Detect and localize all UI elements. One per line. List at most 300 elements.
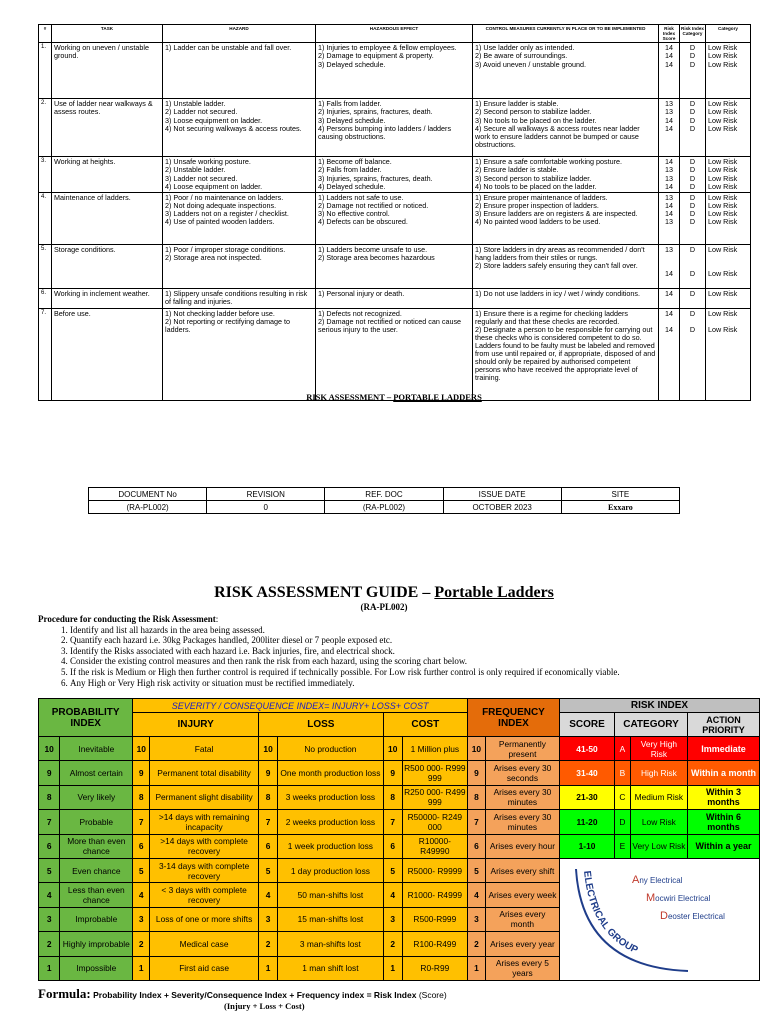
- cell-line: 3) Ladders not on a register / checklist.: [165, 208, 289, 218]
- risk-action: Within a year: [688, 834, 760, 858]
- risk-assessment-table: [38, 24, 751, 401]
- cell-line: D: [689, 43, 696, 53]
- logo-arc-text: ELECTRICAL GROUP: [580, 870, 639, 957]
- risk-header-cell: TASK: [52, 25, 163, 43]
- probability-label: Very likely: [60, 785, 133, 809]
- frequency-number: 8: [467, 785, 485, 809]
- cell-line: D: [689, 99, 696, 109]
- cell-line: Low Risk: [708, 308, 738, 318]
- cell-line: Low Risk: [708, 59, 738, 69]
- cell-line: 2) Ensure ladder is stable.: [475, 165, 559, 175]
- injury-label: >14 days with remaining incapacity: [150, 810, 259, 834]
- score-header: SCORE: [560, 713, 615, 737]
- risk-row: [39, 99, 751, 157]
- cell-line: D: [689, 216, 696, 226]
- cell-line: D: [689, 107, 696, 117]
- risk-row: [39, 157, 751, 192]
- cell-line: 1) Defects not recognized.: [318, 308, 402, 318]
- cell-line: 3) Delayed schedule.: [318, 59, 386, 69]
- cell-line: 2) Designate a person to be responsible for carrying out these checks who is considered competent to do so. Ladders found to be faulty must be labeled and removed from use until repaired or, if appropriate, disposed of and should only be repaired by authorised competent persons who have received the appropriate level of training.: [475, 324, 656, 383]
- cell-line: 2) Be aware of surroundings.: [475, 51, 568, 61]
- loss-number: 1: [259, 956, 278, 980]
- cost-number: 8: [383, 785, 402, 809]
- frequency-number: 2: [467, 932, 485, 956]
- cat-cell: [680, 288, 706, 308]
- document-info-table: [88, 487, 680, 514]
- frequency-label: Arises every month: [485, 907, 559, 931]
- company-logo: [560, 858, 760, 980]
- loss-label: 1 man shift lost: [278, 956, 384, 980]
- cat-cell: [680, 192, 706, 244]
- frequency-index-header: FREQUENCY INDEX: [467, 699, 559, 737]
- category-cell: [706, 288, 751, 308]
- cell-line: 2) Unstable ladder.: [165, 165, 226, 175]
- cat-cell: [680, 157, 706, 192]
- loss-label: 2 weeks production loss: [278, 810, 384, 834]
- injury-number: 9: [133, 761, 150, 785]
- guide-title: [0, 584, 768, 602]
- cost-number: 3: [383, 907, 402, 931]
- cell-line: 13: [665, 192, 673, 202]
- cost-number: 1: [383, 956, 402, 980]
- effect-cell: [316, 192, 473, 244]
- probability-label: Almost certain: [60, 761, 133, 785]
- frequency-label: Permanently present: [485, 737, 559, 761]
- hazard-cell: [163, 43, 316, 99]
- injury-number: 7: [133, 810, 150, 834]
- hazard-cell: [163, 288, 316, 308]
- cell-line: 14: [665, 181, 673, 191]
- probability-number: 2: [39, 932, 60, 956]
- cell-line: 13: [665, 165, 673, 175]
- cell-line: 3) Avoid uneven / unstable ground.: [475, 59, 586, 69]
- loss-number: 4: [259, 883, 278, 907]
- cost-number: 2: [383, 932, 402, 956]
- cell-line: Low Risk: [708, 157, 738, 167]
- cell-line: D: [689, 181, 696, 191]
- loss-label: 50 man-shifts lost: [278, 883, 384, 907]
- injury-header: INJURY: [133, 713, 259, 737]
- cell-line: 3) Loose equipment on ladder.: [165, 115, 263, 125]
- doc-header-site: SITE: [561, 488, 679, 501]
- procedure-colon: :: [215, 614, 219, 624]
- risk-score: 41-50: [560, 737, 615, 761]
- risk-row: [39, 192, 751, 244]
- cell-line: 1) Ensure a safe comfortable working posture.: [475, 157, 623, 167]
- probability-label: Inevitable: [60, 737, 133, 761]
- cell-line: 2) Damage not rectified or noticed can cause serious injury to the user.: [318, 316, 462, 334]
- cell-line: 13: [665, 244, 673, 254]
- cost-label: R1000- R4999: [402, 883, 467, 907]
- risk-letter: A: [615, 737, 631, 761]
- frequency-label: Arises every 5 years: [485, 956, 559, 980]
- cell-line: 3) Ensure ladders are on registers & are inspected.: [475, 208, 638, 218]
- score-cell: [659, 157, 680, 192]
- cell-line: Low Risk: [708, 216, 738, 226]
- cell-line: D: [689, 200, 696, 210]
- risk-table-body: [39, 43, 751, 400]
- probability-label: Improbable: [60, 907, 133, 931]
- control-cell: [473, 43, 659, 99]
- cell-line: 14: [665, 115, 673, 125]
- frequency-number: 7: [467, 810, 485, 834]
- action-priority-header: ACTION PRIORITY: [688, 713, 760, 737]
- cell-line: 3) Injuries, sprains, fractures, death.: [318, 173, 433, 183]
- row-number: 6.: [39, 288, 52, 308]
- doc-header-ref-doc: REF. DOC: [325, 488, 443, 501]
- risk-row: [39, 308, 751, 400]
- cell-line: 1) Injuries to employee & fellow employees.: [318, 43, 457, 53]
- cell-line: 1) Ladders not safe to use.: [318, 192, 404, 202]
- guide-ref: (RA-PL002): [360, 602, 408, 612]
- cell-line: Low Risk: [708, 51, 738, 61]
- cell-line: D: [689, 173, 696, 183]
- cell-line: 1) Ladder can be unstable and fall over.: [165, 43, 292, 53]
- procedure-step: 1. Identify and list all hazards in the area being assessed.: [70, 625, 758, 636]
- cell-line: 2) Storage area becomes hazardous: [318, 252, 435, 262]
- cell-line: 2) Store ladders safely ensuring they can't fall over.: [475, 260, 638, 270]
- score-cell: [659, 99, 680, 157]
- loss-number: 5: [259, 858, 278, 882]
- index-table-body: [39, 737, 760, 981]
- cell-line: D: [689, 268, 696, 278]
- score-cell: [659, 288, 680, 308]
- risk-header-cell: CONTROL MEASURES CURRENTLY IN PLACE OR TO BE IMPLEMENTED: [473, 25, 659, 43]
- probability-number: 7: [39, 810, 60, 834]
- control-cell: [473, 244, 659, 288]
- loss-label: 1 week production loss: [278, 834, 384, 858]
- logo-line-1: Any Electrical: [631, 874, 682, 887]
- cell-line: 1) Poor / no maintenance on ladders.: [165, 192, 284, 202]
- procedure-step: 6. Any High or Very High risk activity or situation must be rectified immediately.: [70, 678, 758, 689]
- cell-line: 2) Not reporting or rectifying damage to ladders.: [165, 316, 291, 334]
- probability-number: 10: [39, 737, 60, 761]
- hazard-cell: [163, 157, 316, 192]
- effect-cell: [316, 244, 473, 288]
- cell-line: 4) Not securing walkways & access routes.: [165, 123, 302, 133]
- control-cell: [473, 288, 659, 308]
- frequency-number: 10: [467, 737, 485, 761]
- cell-line: 14: [665, 200, 673, 210]
- row-number: 3.: [39, 157, 52, 192]
- task-cell: Before use.: [52, 308, 163, 400]
- category-cell: [706, 192, 751, 244]
- cell-line: Low Risk: [708, 99, 738, 109]
- frequency-label: Arises every week: [485, 883, 559, 907]
- row-number: 4.: [39, 192, 52, 244]
- cell-line: Low Risk: [708, 173, 738, 183]
- cost-number: 10: [383, 737, 402, 761]
- probability-number: 4: [39, 883, 60, 907]
- cell-line: 3) Ladder not secured.: [165, 173, 238, 183]
- cell-line: 4) Delayed schedule.: [318, 181, 386, 191]
- loss-number: 2: [259, 932, 278, 956]
- cell-line: Low Risk: [708, 192, 738, 202]
- loss-label: 15 man-shifts lost: [278, 907, 384, 931]
- frequency-label: Arises every shift: [485, 858, 559, 882]
- control-cell: [473, 308, 659, 400]
- cell-line: 1) Ensure there is a regime for checking ladders regularly and that these checks are recorded.: [475, 308, 629, 326]
- risk-letter: D: [615, 810, 631, 834]
- cell-line: D: [689, 192, 696, 202]
- effect-cell: [316, 288, 473, 308]
- risk-header-cell: Risk Index Score: [659, 25, 680, 43]
- hazard-cell: [163, 244, 316, 288]
- cell-line: 2) Second person to stabilize ladder.: [475, 107, 592, 117]
- cell-line: 14: [665, 208, 673, 218]
- cost-label: R100-R499: [402, 932, 467, 956]
- index-row: [39, 761, 760, 785]
- injury-number: 10: [133, 737, 150, 761]
- cell-line: Low Risk: [708, 165, 738, 175]
- risk-category: High Risk: [630, 761, 687, 785]
- risk-row: [39, 43, 751, 99]
- injury-number: 5: [133, 858, 150, 882]
- cell-line: 3) Second person to stabilize ladder.: [475, 173, 592, 183]
- hazard-cell: [163, 308, 316, 400]
- probability-label: More than even chance: [60, 834, 133, 858]
- category-cell: [706, 244, 751, 288]
- risk-header-cell: #: [39, 25, 52, 43]
- procedure-heading: Procedure for conducting the Risk Assessment: [38, 614, 216, 624]
- cell-line: D: [689, 308, 696, 318]
- cell-line: Low Risk: [708, 200, 738, 210]
- row-number: 2.: [39, 99, 52, 157]
- frequency-number: 5: [467, 858, 485, 882]
- probability-number: 5: [39, 858, 60, 882]
- cell-line: 14: [665, 268, 673, 278]
- probability-label: Impossible: [60, 956, 133, 980]
- risk-letter: C: [615, 785, 631, 809]
- task-cell: Working in inclement weather.: [52, 288, 163, 308]
- loss-number: 9: [259, 761, 278, 785]
- score-cell: [659, 244, 680, 288]
- task-cell: Working on uneven / unstable ground.: [52, 43, 163, 99]
- injury-label: First aid case: [150, 956, 259, 980]
- cell-line: 13: [665, 173, 673, 183]
- procedure-step: 5. If the risk is Medium or High then further control is required if technically possible. For Low risk further control is only required if economically viable.: [70, 667, 758, 678]
- risk-index-table: [38, 698, 760, 981]
- cell-line: 2) Not doing adequate inspections.: [165, 200, 277, 210]
- formula-text: Probability Index + Severity/Consequence Index + Frequency index = Risk Index: [93, 990, 417, 1000]
- cell-line: D: [689, 165, 696, 175]
- risk-score: 11-20: [560, 810, 615, 834]
- probability-number: 6: [39, 834, 60, 858]
- cell-line: 2) Injuries, sprains, fractures, death.: [318, 107, 433, 117]
- risk-action: Within a month: [688, 761, 760, 785]
- cell-line: D: [689, 51, 696, 61]
- cell-line: 4) Persons bumping into ladders / ladders causing obstructions.: [318, 123, 452, 141]
- loss-header: LOSS: [259, 713, 384, 737]
- cell-line: 1) Ensure ladder is stable.: [475, 99, 559, 109]
- risk-header-cell: HAZARDOUS EFFECT: [316, 25, 473, 43]
- risk-action: Within 6 months: [688, 810, 760, 834]
- index-row: [39, 858, 760, 882]
- task-cell: Working at heights.: [52, 157, 163, 192]
- injury-label: Permanent slight disability: [150, 785, 259, 809]
- caption-prefix: RISK ASSESSMENT –: [306, 392, 394, 402]
- cell-line: 2) Ladder not secured.: [165, 107, 238, 117]
- row-number: 1.: [39, 43, 52, 99]
- frequency-number: 9: [467, 761, 485, 785]
- control-cell: [473, 99, 659, 157]
- cell-line: 1) Not checking ladder before use.: [165, 308, 275, 318]
- frequency-label: Arises every year: [485, 932, 559, 956]
- injury-label: Loss of one or more shifts: [150, 907, 259, 931]
- cost-number: 7: [383, 810, 402, 834]
- cell-line: Low Risk: [708, 324, 738, 334]
- hazard-cell: [163, 99, 316, 157]
- cell-line: 2) Falls from ladder.: [318, 165, 382, 175]
- cell-line: D: [689, 157, 696, 167]
- score-cell: [659, 192, 680, 244]
- loss-label: 1 day production loss: [278, 858, 384, 882]
- frequency-number: 6: [467, 834, 485, 858]
- procedure-step: 4. Consider the existing control measures and then rank the risk from each hazard, using the scoring chart below.: [70, 656, 758, 667]
- cat-cell: [680, 308, 706, 400]
- cell-line: D: [689, 244, 696, 254]
- cost-label: R500 000- R999 999: [402, 761, 467, 785]
- loss-number: 3: [259, 907, 278, 931]
- guide-title-prefix: RISK ASSESSMENT GUIDE –: [214, 584, 435, 601]
- cell-line: D: [689, 208, 696, 218]
- risk-score: 1-10: [560, 834, 615, 858]
- loss-label: 3 man-shifts lost: [278, 932, 384, 956]
- cell-line: 1) Become off balance.: [318, 157, 392, 167]
- cost-number: 6: [383, 834, 402, 858]
- cell-line: 1) Personal injury or death.: [318, 288, 405, 298]
- category-cell: [706, 308, 751, 400]
- cost-label: 1 Million plus: [402, 737, 467, 761]
- cell-line: Low Risk: [708, 115, 738, 125]
- cell-line: 1) Falls from ladder.: [318, 99, 382, 109]
- severity-banner: SEVERITY / CONSEQUENCE INDEX= INJURY+ LOSS+ COST: [133, 699, 468, 713]
- formula-suffix: (Score): [416, 990, 447, 1000]
- cell-line: Low Risk: [708, 268, 738, 278]
- cell-line: Low Risk: [708, 181, 738, 191]
- cost-number: 5: [383, 858, 402, 882]
- loss-label: One month production loss: [278, 761, 384, 785]
- doc-value-document-no: (RA-PL002): [89, 501, 207, 514]
- cell-line: 4) Use of painted wooden ladders.: [165, 216, 275, 226]
- score-cell: [659, 308, 680, 400]
- cell-line: 13: [665, 99, 673, 109]
- cell-line: Low Risk: [708, 288, 738, 298]
- cell-line: D: [689, 288, 696, 298]
- effect-cell: [316, 157, 473, 192]
- probability-label: Highly improbable: [60, 932, 133, 956]
- injury-label: Fatal: [150, 737, 259, 761]
- cell-line: 14: [665, 288, 673, 298]
- risk-index-header: RISK INDEX: [560, 699, 760, 713]
- risk-action: Within 3 months: [688, 785, 760, 809]
- cell-line: D: [689, 324, 696, 334]
- effect-cell: [316, 99, 473, 157]
- cell-line: 1) Ladders become unsafe to use.: [318, 244, 428, 254]
- injury-label: Permanent total disability: [150, 761, 259, 785]
- row-number: 5.: [39, 244, 52, 288]
- cell-line: 14: [665, 308, 673, 318]
- loss-number: 10: [259, 737, 278, 761]
- risk-score: 31-40: [560, 761, 615, 785]
- logo-line-3: Deoster Electrical: [659, 910, 725, 923]
- injury-number: 8: [133, 785, 150, 809]
- cell-line: Low Risk: [708, 43, 738, 53]
- index-row: [39, 834, 760, 858]
- injury-number: 3: [133, 907, 150, 931]
- injury-label: >14 days with complete recovery: [150, 834, 259, 858]
- cell-line: 13: [665, 107, 673, 117]
- cost-label: R250 000- R499 999: [402, 785, 467, 809]
- probability-label: Less than even chance: [60, 883, 133, 907]
- formula-label: Formula:: [38, 986, 91, 1001]
- formula-line: [38, 986, 758, 1002]
- probability-label: Probable: [60, 810, 133, 834]
- cost-label: R500-R999: [402, 907, 467, 931]
- guide-title-underlined: Portable Ladders: [434, 584, 554, 601]
- doc-value-site: Exxaro: [561, 501, 679, 514]
- hazard-cell: [163, 192, 316, 244]
- category-header: CATEGORY: [615, 713, 688, 737]
- risk-category: Very Low Risk: [630, 834, 687, 858]
- task-cell: Storage conditions.: [52, 244, 163, 288]
- risk-action: Immediate: [688, 737, 760, 761]
- cell-line: 13: [665, 216, 673, 226]
- cell-line: D: [689, 59, 696, 69]
- effect-cell: [316, 43, 473, 99]
- cell-line: 3) No tools to be placed on the ladder.: [475, 115, 597, 125]
- injury-label: Medical case: [150, 932, 259, 956]
- cell-line: 1) Unstable ladder.: [165, 99, 226, 109]
- cell-line: 3) No effective control.: [318, 208, 390, 218]
- task-cell: Maintenance of ladders.: [52, 192, 163, 244]
- injury-number: 4: [133, 883, 150, 907]
- cell-line: 3) Delayed schedule.: [318, 115, 386, 125]
- cell-line: 4) No tools to be placed on the ladder.: [475, 181, 597, 191]
- cat-cell: [680, 43, 706, 99]
- cell-line: 1) Store ladders in dry areas as recommended / don't hang ladders from their stiles or rungs.: [475, 244, 645, 262]
- procedure-list: [38, 625, 758, 689]
- risk-letter: E: [615, 834, 631, 858]
- risk-row: [39, 244, 751, 288]
- loss-label: No production: [278, 737, 384, 761]
- injury-number: 2: [133, 932, 150, 956]
- procedure-step: 3. Identify the Risks associated with each hazard i.e. Back injuries, fire, and electrical shock.: [70, 646, 758, 657]
- frequency-label: Arises every 30 minutes: [485, 785, 559, 809]
- cell-line: 4) No painted wood ladders to be used.: [475, 216, 601, 226]
- probability-label: Even chance: [60, 858, 133, 882]
- cell-line: Low Risk: [708, 208, 738, 218]
- risk-table-header: [39, 25, 751, 43]
- index-row: [39, 810, 760, 834]
- procedure-step: 2. Quantify each hazard i.e. 30kg Packages handled, 200liter diesel or 7 people exposed etc.: [70, 635, 758, 646]
- loss-label: 3 weeks production loss: [278, 785, 384, 809]
- cell-line: 14: [665, 59, 673, 69]
- probability-number: 1: [39, 956, 60, 980]
- frequency-number: 3: [467, 907, 485, 931]
- formula-subline: (Injury + Loss + Cost): [224, 1001, 305, 1011]
- cat-cell: [680, 244, 706, 288]
- task-cell: Use of ladder near walkways & assess routes.: [52, 99, 163, 157]
- cell-line: 2) Ensure proper inspection of ladders.: [475, 200, 599, 210]
- cell-line: 1) Poor / improper storage conditions.: [165, 244, 286, 254]
- cell-line: 1) Do not use ladders in icy / wet / windy conditions.: [475, 288, 640, 298]
- cell-line: 4) Secure all walkways & access routes near ladder work to ensure ladders cannot be bumped or cause obstructions.: [475, 123, 640, 149]
- category-cell: [706, 157, 751, 192]
- electrical-group-logo: [562, 859, 758, 977]
- cell-line: 14: [665, 123, 673, 133]
- cell-line: 14: [665, 324, 673, 334]
